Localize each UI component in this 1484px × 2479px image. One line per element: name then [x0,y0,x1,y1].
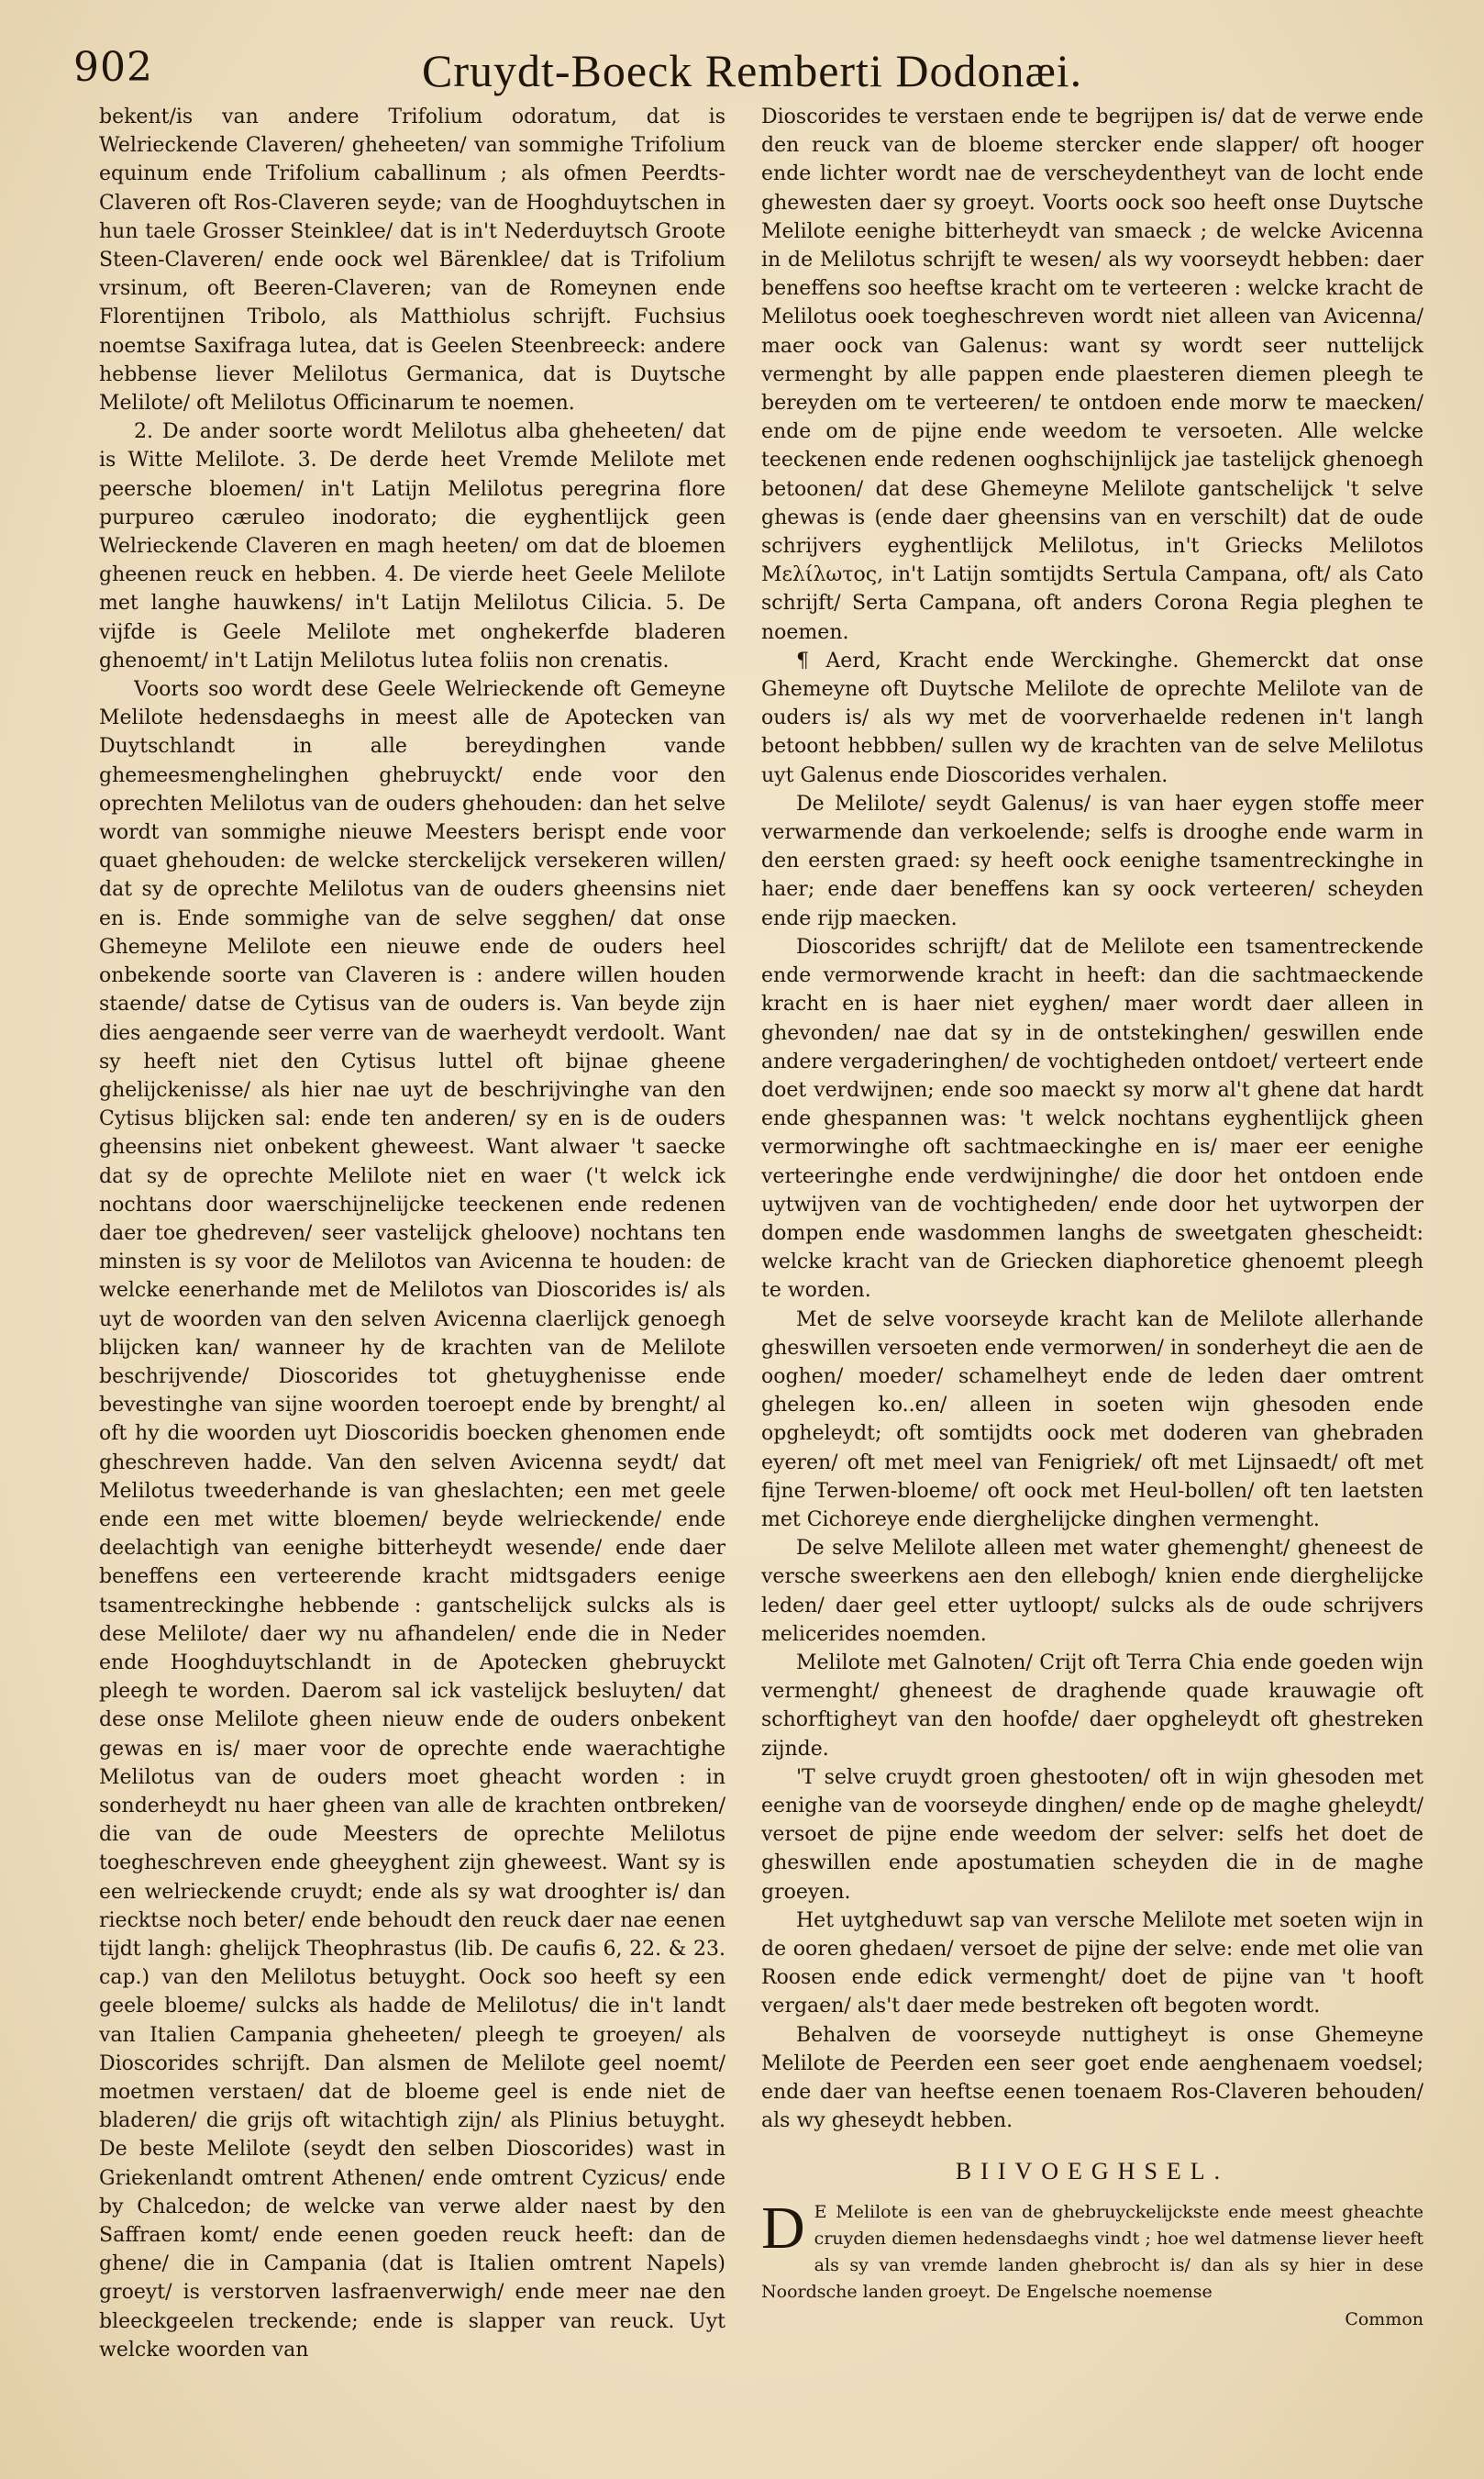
running-title: Cruydt-Boeck Remberti Dodonæi. [422,45,1083,96]
paragraph: ¶ Aerd, Kracht ende Werckinghe. Ghemerckt dat onse Ghemeyne oft Duytsche Melilote de oprechte Melilote van de ouders is/ als wy met de voorverhaelde redenen in't langh betoont hebbben/ sullen wy de krachten van de selve Melilotus uyt Galenus ende Dioscorides verhalen. [761,649,1423,787]
page-header [73,37,1420,110]
page-number: 902 [73,44,153,91]
paragraph: Dioscorides schrijft/ dat de Melilote een tsamentreckende ende vermorwende kracht in heeft: dan die sachtmaeckende kracht en is haer niet eyghen/ maer wordt daer alleen in ghevonden/ nae dat sy in de ontstekinghen/ geswillen ende andere vergaderinghen/ de vochtigheden ontdoet/ verteert ende doet verdwijnen; ende soo maeckt sy morw al't ghene dat hardt ende ghespannen was: 't welck nochtans eyghentlijck gheen vermorwinghe oft sachtmaeckinghe en is/ maer eer eenighe verteeringhe ende verdwijninghe/ die door het ontdoen ende uytwijven van de vochtigheden/ ende door het uytworpen der dompen ende wasdommen langhs de sweetgaten ghescheidt: welcke kracht van de Griecken diaphoretice ghenoemt pleegh te worden. [761,935,1423,1303]
addendum-text-block [761,2194,1423,2306]
paragraph: De selve Melilote alleen met water ghemenght/ gheneest de versche sweerkens aen den ellebogh/ knien ende dierghelijcke leden/ daer geel etter uytloopt/ sulcks als de oude schrijvers melicerides noemden. [761,1537,1423,1646]
paragraph: Met de selve voorseyde kracht kan de Melilote allerhande gheswillen versoeten ende vermorwen/ in sonderheyt die aen de ooghen/ moeder/ schamelheyt ende de leden daer omtrent ghelegen ko..en/ alleen in soeten wijn ghesoden ende opgheleydt; oft somtijdts oock met doderen van ghebraden eyeren/ oft met meel van Fenigriek/ oft met Lijnsaedt/ oft met fijne Terwen-bloeme/ oft oock met Heul-bollen/ oft ten laetsten met Cichoreye ende dierghelijcke dinghen vermenght. [761,1307,1423,1531]
addendum-text: E Melilote is een van de ghebruyckelijckste ende meest gheachte cruyden diemen hedensdaeghs vindt ; hoe wel datmense liever heeft als sy van vremde landen ghebrocht is/ dan als sy hier in dese Noordsche landen groeyt. De Engelsche noemense [761,2201,1423,2302]
paragraph: 'T selve cruydt groen ghestooten/ oft in wijn ghesoden met eenighe van de voorseyde dinghen/ ende op de maghe gheleydt/ versoet de pijne ende weedom der selver: selfs het doet de gheswillen ende apostumatien scheyden die in de maghe groeyen. [761,1765,1423,1904]
catchword: Common [1345,2308,1423,2329]
left-column [99,103,725,2451]
paragraph: 2. De ander soorte wordt Melilotus alba gheheeten/ dat is Witte Melilote. 3. De derde heet Vremde Melilote met peersche bloemen/ in't Latijn Melilotus peregrina flore purpureo cæruleo inodorato; die eyghentlijck geen Welrieckende Claveren en magh heeten/ om dat de bloemen gheenen reuck en hebben. 4. De vierde heet Geele Melilote met langhe hauwkens/ in't Latijn Melilotus Cilicia. 5. De vijfde is Geele Melilote met onghekerfde bladeren ghenoemt/ in't Latijn Melilotus lutea foliis non crenatis. [99,420,725,673]
paragraph: De Melilote/ seydt Galenus/ is van haer eygen stoffe meer verwarmende dan verkoelende; selfs is drooghe ende warm in den eersten graed: sy heeft oock eenighe tsamentreckinghe in haer; ende daer beneffens kan sy oock verteeren/ scheyden ende rijp maecken. [761,792,1423,930]
right-column [761,103,1423,2451]
paragraph: Behalven de voorseyde nuttigheyt is onse Ghemeyne Melilote de Peerden een seer goet ende aenghenaem voedsel; ende daer van heeftse eenen toenaem Ros-Claveren behouden/ als wy gheseydt hebben. [761,2023,1423,2133]
paragraph: Melilote met Galnoten/ Crijt oft Terra Chia ende goeden wijn vermenght/ gheneest de draghende quade krauwagie oft schorftigheyt van den hoofde/ daer opgheleydt oft ghestreken zijnde. [761,1651,1423,1761]
addendum-title: BIIVOEGHSEL. [955,2158,1230,2185]
drop-cap: D [761,2194,805,2262]
paragraph: bekent/is van andere Trifolium odoratum, dat is Welrieckende Claveren/ gheheeten/ van sommighe Trifolium equinum ende Trifolium caballinum ; als ofmen Peerdts-Claveren oft Ros-Claveren seyde; van de Hooghduytschen in hun taele Grosser Steinklee/ dat is in't Nederduytsch Groote Steen-Claveren/ ende oock wel Bärenklee/ dat is Trifolium vrsinum, oft Beeren-Claveren; van de Romeynen ende Florentijnen Tribolo, als Matthiolus schrijft. Fuchsius noemtse Saxifraga lutea, dat is Geelen Steenbreeck: andere hebbense liever Melilotus Germanica, dat is Duytsche Melilote/ oft Melilotus Officinarum te noemen. [99,106,725,416]
paragraph: Het uytgheduwt sap van versche Melilote met soeten wijn in de ooren ghedaen/ versoet de pijne der selve: ende met olie van Roosen ende edick vermenght/ doet de pijne van 't hooft vergaen/ als't daer mede bestreken oft begoten wordt. [761,1908,1423,2018]
paragraph: Voorts soo wordt dese Geele Welrieckende oft Gemeyne Melilote hedensdaeghs in meest alle de Apotecken van Duytschlandt in alle bereydinghen vande ghemeesmenghelinghen ghebruyckt/ ende voor den oprechten Melilotus van de ouders ghehouden: dan het selve wordt van sommighe nieuwe Meesters berispt ende voor quaet ghehouden: de welcke sterckelijck versekeren willen/ dat sy de oprechte Melilotus van de ouders gheensins niet en is. Ende sommighe van de selve segghen/ dat onse Ghemeyne Melilote een nieuwe ende de ouders heel onbekende soorte van Claveren is : andere willen houden staende/ datse de Cytisus van de ouders is. Van beyde zijn dies aengaende seer verre van de waerheydt verdoolt. Want sy heeft niet den Cytisus luttel oft bijnae gheene ghelijckenisse/ als hier nae uyt de beschrijvinghe van den Cytisus blijcken sal: ende ten anderen/ sy en is de ouders gheensins niet onbekent gheweest. Want alwaer 't saecke dat sy de oprechte Melilote niet en waer ('t welck ick nochtans door waerschijnelijcke teeckenen ende redenen daer toe ghedreven/ seer vastelijck gheloove) nochtans ten minsten is sy voor de Melilotos van Avicenna te houden: de welcke eenerhande met de Melilotos van Dioscorides is/ als uyt de woorden van den selven Avicenna claerlijck genoegh blijcken kan/ wanneer hy de krachten van de Melilote beschrijvende/ Dioscorides tot ghetuyghenisse ende bevestinghe van sijne woorden toeroept ende by brenght/ al oft hy die woorden uyt Dioscoridis boecken ghenomen ende gheschreven hadde. Van den selven Avicenna seydt/ dat Melilotus tweederhande is van gheslachten; een met geele ende een met witte bloemen/ beyde welrieckende/ ende deelachtigh van eenighe bitterheydt wesende/ ende daer beneffens een verteerende kracht midtsgaders eenige tsamentreckinghe hebbende : gantschelijck sulcks als is dese Melilote/ daer wy nu afhandelen/ ende die in Neder ende Hooghduytschlandt in de Apotecken ghebruyckt pleegh te worden. Daerom sal ick vastelijck besluyten/ dat dese onse Melilote gheen nieuw ende de ouders onbekent gewas en is/ maer voor de oprechte ende waerachtighe Melilotus van de ouders moet gheacht worden : in sonderheydt nu haer gheen van alle de krachten ontbreken/ die van de oude Meesters de oprechte Melilotus toegheschreven ende gheeyghent zijn gheweest. Want sy is een welrieckende cruydt; ende als sy wat drooghter is/ dan riecktse noch beter/ ende behoudt den reuck daer nae eenen tijdt langh: ghelijck Theophrastus (lib. De caufis 6, 22. & 23. cap.) van den Melilotus betuyght. Oock soo heeft sy een geele bloeme/ sulcks als hadde de Melilotus/ die in't landt van Italien Campania gheheeten/ pleegh te groeyen/ als Dioscorides schrijft. Dan alsmen de Melilote geel noemt/ moetmen verstaen/ dat de bloeme geel is ende niet de bladeren/ die grijs oft witachtigh zijn/ als Plinius betuyght. De beste Melilote (seydt den selben Dioscorides) wast in Griekenlandt omtrent Athenen/ ende omtrent Cyzicus/ ende by Chalcedon; de welcke van verwe alder naest by den Saffraen komt/ ende eenen goeden reuck heeft: dan de ghene/ die in Campania (dat is Italien omtrent Napels) groeyt/ is verstorven lasfraenverwigh/ ende meer nae den bleeckgeelen treckende; ende is slapper van reuck. Uyt welcke woorden van [99,678,725,2362]
paragraph: Dioscorides te verstaen ende te begrijpen is/ dat de verwe ende den reuck van de bloeme stercker ende slapper/ oft hooger ende lichter wordt nae de verscheydentheyt van de locht ende ghewesten daer sy groeyt. Voorts oock soo heeft onse Duytsche Melilote eenighe bitterheydt van smaeck ; de welcke Avicenna in de Melilotus schrijft te wesen/ als wy voorseydt hebben: daer beneffens soo heeftse kracht om te verteeren : welcke kracht de Melilotus ooek toegheschreven wordt niet alleen van Avicenna/ maer oock van Galenus: want sy wordt seer nuttelijck vermenght by alle pappen ende plaesteren diemen pleegh te bereyden om te verteeren/ te ontdoen ende morw te maecken/ ende om de pijne ende weedom te versoeten. Alle welcke teeckenen ende redenen ooghschijnlijck jae tastelijck ghenoegh betoonen/ dat dese Ghemeyne Melilote gantschelijck 't selve ghewas is (ende daer gheensins van en verschilt) dat de oude schrijvers eyghentlijck Melilotus, in't Griecks Melilotos Μελίλωτος, in't Latijn somtijdts Sertula Campana, oft/ als Cato schrijft/ Serta Campana, oft anders Corona Regia pleghen te noemen. [761,106,1423,644]
